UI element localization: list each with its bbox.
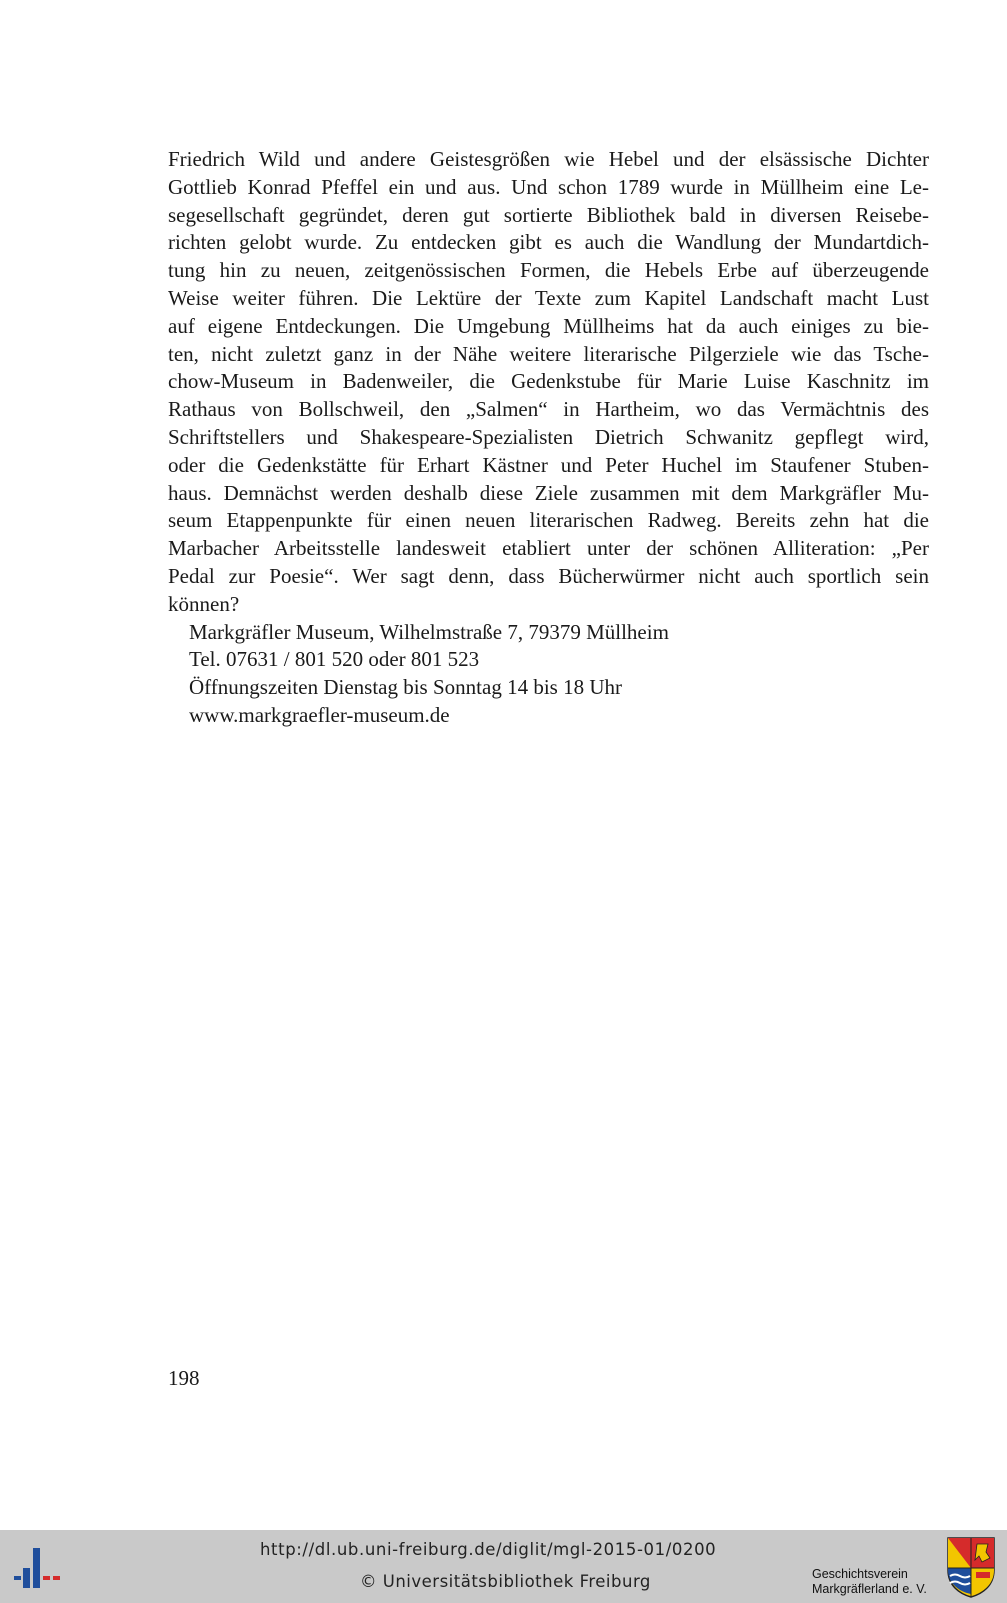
museum-phone: Tel. 07631 / 801 520 oder 801 523 bbox=[189, 647, 480, 672]
text-line: Weise weiter führen. Die Lektüre der Texte zum Kapitel Landschaft macht Lust bbox=[168, 285, 929, 310]
text-line: auf eigene Entdeckungen. Die Umgebung Müllheims hat da auch einiges zu bie- bbox=[168, 313, 929, 338]
text-line: Pedal zur Poesie“. Wer sagt denn, dass Bücherwürmer nicht auch sportlich sein bbox=[168, 563, 929, 588]
page-number: 198 bbox=[168, 1366, 200, 1390]
text-line: segesellschaft gegründet, deren gut sortierte Bibliothek bald in diversen Reisebe- bbox=[168, 202, 929, 227]
society-name-line2: Markgräflerland e. V. bbox=[812, 1582, 927, 1596]
copyright-notice: © Universitätsbibliothek Freiburg bbox=[360, 1572, 651, 1591]
text-line: können? bbox=[168, 591, 240, 616]
society-name-line1: Geschichtsverein bbox=[812, 1567, 908, 1581]
text-line: ten, nicht zuletzt ganz in der Nähe weitere literarische Pilgerziele wie das Tsche- bbox=[168, 341, 929, 366]
text-line: Marbacher Arbeitsstelle landesweit etabliert unter der schönen Alliteration: „Per bbox=[168, 536, 929, 561]
library-logo-icon bbox=[14, 1546, 64, 1590]
text-line: Rathaus von Bollschweil, den „Salmen“ in Hartheim, wo das Vermächtnis des bbox=[168, 397, 929, 422]
text-line: chow-Museum in Badenweiler, die Gedenkstube für Marie Luise Kaschnitz im bbox=[168, 369, 929, 394]
body-text bbox=[168, 146, 929, 730]
museum-opening-hours: Öffnungszeiten Dienstag bis Sonntag 14 bis 18 Uhr bbox=[189, 675, 622, 700]
text-line: haus. Demnächst werden deshalb diese Ziele zusammen mit dem Markgräfler Mu- bbox=[168, 480, 929, 505]
text-line: tung hin zu neuen, zeitgenössischen Formen, die Hebels Erbe auf überzeugende bbox=[168, 258, 929, 283]
text-line: Gottlieb Konrad Pfeffel ein und aus. Und schon 1789 wurde in Müllheim eine Le- bbox=[168, 174, 929, 199]
museum-address bbox=[168, 619, 929, 730]
footer-bar bbox=[0, 1530, 1007, 1603]
text-line: Friedrich Wild und andere Geistesgrößen wie Hebel und der elsässische Dichter bbox=[168, 147, 929, 171]
text-line: oder die Gedenkstätte für Erhart Kästner und Peter Huchel im Staufener Stuben- bbox=[168, 452, 929, 477]
text-line: richten gelobt wurde. Zu entdecken gibt es auch die Wandlung der Mundartdich- bbox=[168, 230, 929, 255]
source-url-link[interactable]: http://dl.ub.uni-freiburg.de/diglit/mgl-2015-01/0200 bbox=[260, 1540, 717, 1559]
museum-website: www.markgraefler-museum.de bbox=[189, 702, 450, 727]
text-line: Schriftstellers und Shakespeare-Spezialisten Dietrich Schwanitz gepflegt wird, bbox=[168, 424, 929, 449]
text-line: seum Etappenpunkte für einen neuen literarischen Radweg. Bereits zehn hat die bbox=[168, 508, 929, 533]
museum-name-address: Markgräfler Museum, Wilhelmstraße 7, 79379 Müllheim bbox=[189, 619, 669, 644]
society-name bbox=[812, 1567, 927, 1597]
coat-of-arms-icon bbox=[946, 1536, 996, 1598]
